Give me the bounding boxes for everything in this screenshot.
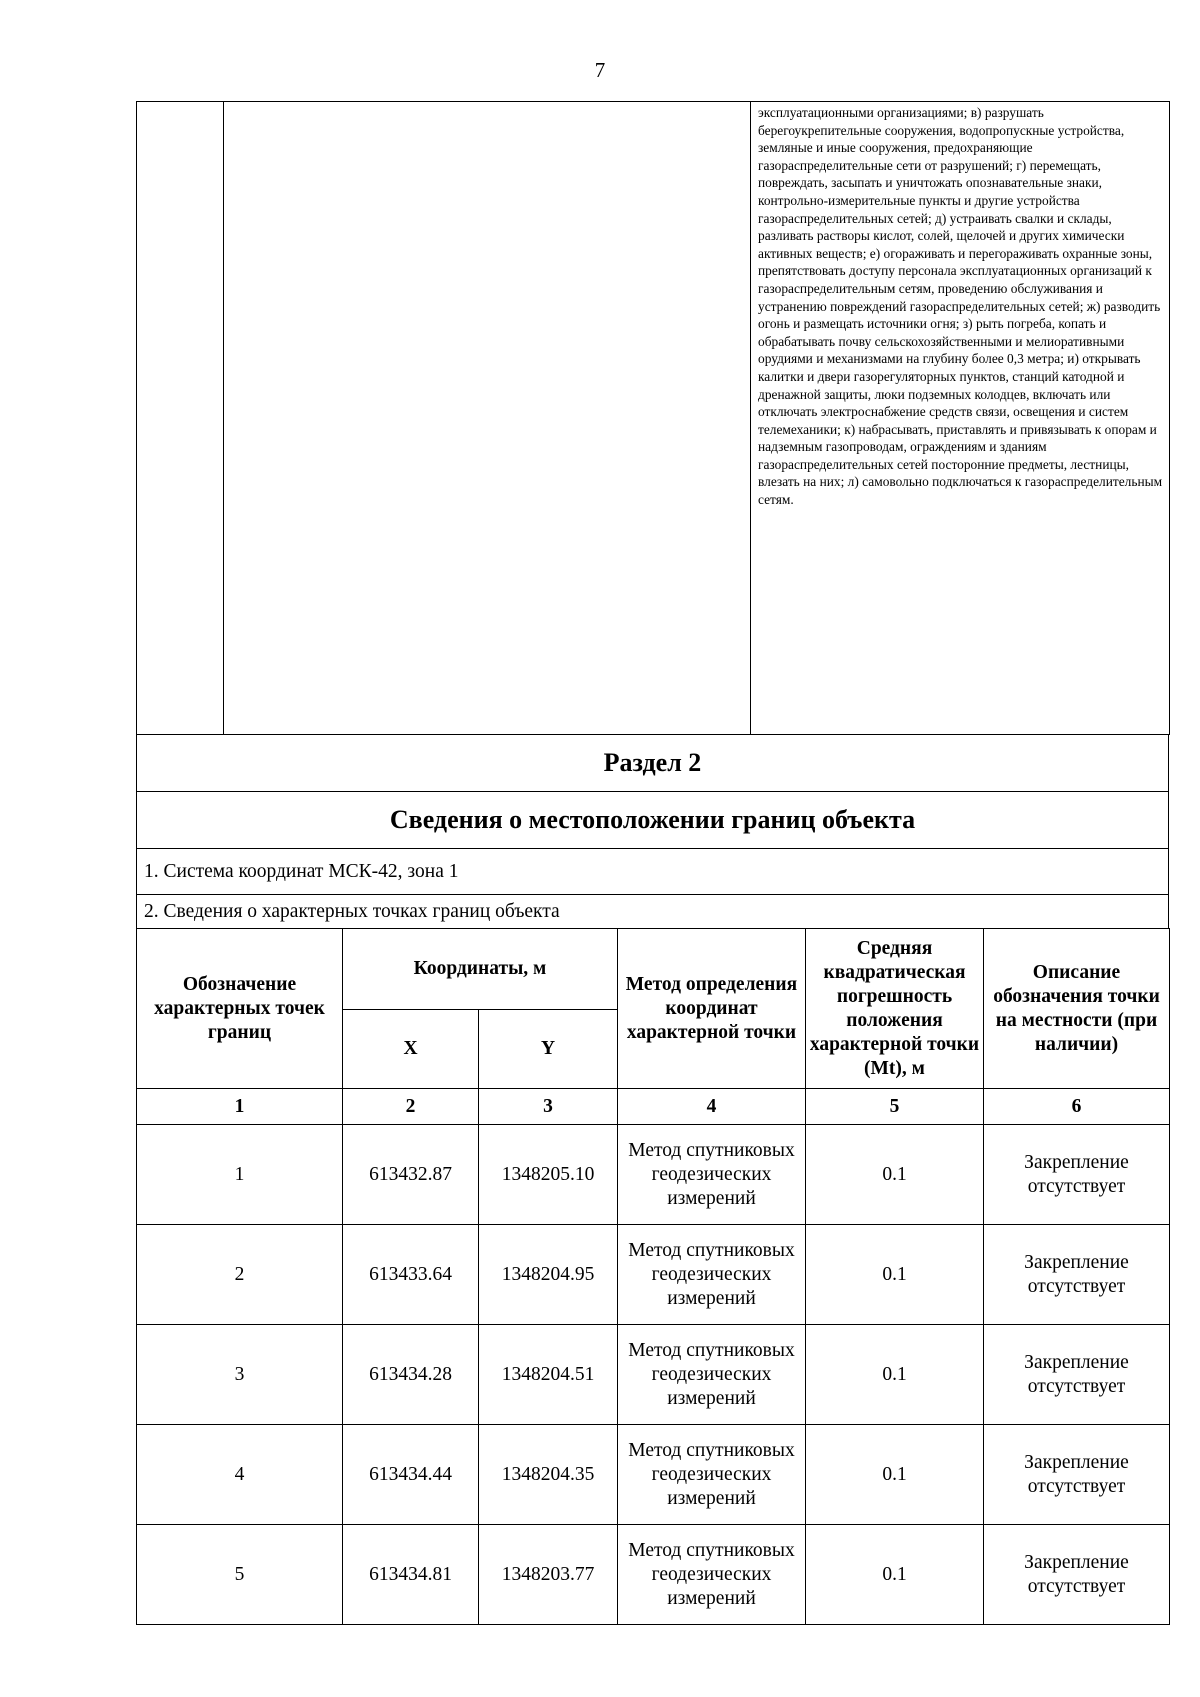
point-method: Метод спутниковых геодезических измерений	[618, 1125, 806, 1225]
restrictions-row	[137, 102, 1170, 735]
column-number: 1	[137, 1089, 343, 1125]
header-description: Описание обозначения точки на местности (при наличии)	[984, 929, 1170, 1089]
point-error: 0.1	[806, 1525, 984, 1625]
column-number: 2	[343, 1089, 479, 1125]
header-designation: Обозначение характерных точек границ	[137, 929, 343, 1089]
restrictions-table	[136, 101, 1170, 735]
restrictions-zone-cell	[224, 102, 751, 735]
column-number: 3	[479, 1089, 618, 1125]
header-method: Метод определения координат характерной точки	[618, 929, 806, 1089]
coord-system-line: 1. Система координат МСК-42, зона 1	[137, 849, 1169, 895]
header-row	[137, 929, 1170, 1010]
point-error: 0.1	[806, 1125, 984, 1225]
point-x: 613433.64	[343, 1225, 479, 1325]
point-description: Закрепление отсутствует	[984, 1525, 1170, 1625]
section-header-table	[136, 734, 1169, 929]
point-id: 1	[137, 1125, 343, 1225]
column-number-row	[137, 1089, 1170, 1125]
section-subtitle: Сведения о местоположении границ объекта	[137, 792, 1169, 849]
point-method: Метод спутниковых геодезических измерений	[618, 1525, 806, 1625]
point-id: 4	[137, 1425, 343, 1525]
header-coords: Координаты, м	[343, 929, 618, 1010]
point-id: 3	[137, 1325, 343, 1425]
point-x: 613434.28	[343, 1325, 479, 1425]
point-error: 0.1	[806, 1325, 984, 1425]
point-y: 1348204.51	[479, 1325, 618, 1425]
point-method: Метод спутниковых геодезических измерений	[618, 1325, 806, 1425]
points-caption: 2. Сведения о характерных точках границ объекта	[137, 895, 1169, 929]
point-method: Метод спутниковых геодезических измерений	[618, 1225, 806, 1325]
point-y: 1348204.35	[479, 1425, 618, 1525]
column-number: 4	[618, 1089, 806, 1125]
point-x: 613434.81	[343, 1525, 479, 1625]
table-row	[137, 1325, 1170, 1425]
section-title: Раздел 2	[137, 735, 1169, 792]
point-x: 613434.44	[343, 1425, 479, 1525]
page-number: 7	[594, 58, 606, 82]
point-description: Закрепление отсутствует	[984, 1425, 1170, 1525]
point-error: 0.1	[806, 1225, 984, 1325]
point-y: 1348205.10	[479, 1125, 618, 1225]
header-y: Y	[479, 1010, 618, 1089]
point-method: Метод спутниковых геодезических измерений	[618, 1425, 806, 1525]
restrictions-text: эксплуатационными организациями; в) разрушать берегоукрепительные сооружения, водопропускные устройства, земляные и иные сооружения, предохраняющие газораспределительные сети от разрушений; г) перемещать, повреждать, засыпать и уничтожать опознавательные знаки, контрольно-измерительные пункты и другие устройства газораспределительных сетей; д) устраивать свалки и склады, разливать растворы кислот, солей, щелочей и других химически активных веществ; е) огораживать и перегораживать охранные зоны, препятствовать доступу персонала эксплуатационных организаций к газораспределительным сетям, проведению обслуживания и устранению повреждений газораспределительных сетей; ж) разводить огонь и размещать источники огня; з) рыть погреба, копать и обрабатывать почву сельскохозяйственными и мелиоративными орудиями и механизмами на глубину более 0,3 метра; и) открывать калитки и двери газорегуляторных пунктов, станций катодной и дренажной защиты, люки подземных колодцев, включать или отключать электроснабжение средств связи, освещения и систем телемеханики; к) набрасывать, приставлять и привязывать к опорам и надземным газопроводам, ограждениям и зданиям газораспределительных сетей посторонние предметы, лестницы, влезать на них; л) самовольно подключаться к газораспределительным сетям.	[758, 105, 1163, 508]
header-x: X	[343, 1010, 479, 1089]
point-description: Закрепление отсутствует	[984, 1225, 1170, 1325]
point-x: 613432.87	[343, 1125, 479, 1225]
point-error: 0.1	[806, 1425, 984, 1525]
table-row	[137, 1225, 1170, 1325]
table-row	[137, 1525, 1170, 1625]
restrictions-number-cell	[137, 102, 224, 735]
column-number: 6	[984, 1089, 1170, 1125]
point-y: 1348204.95	[479, 1225, 618, 1325]
point-id: 2	[137, 1225, 343, 1325]
column-number: 5	[806, 1089, 984, 1125]
points-table	[136, 928, 1170, 1625]
point-description: Закрепление отсутствует	[984, 1125, 1170, 1225]
header-error: Средняя квадратическая погрешность положения характерной точки (Mt), м	[806, 929, 984, 1089]
point-y: 1348203.77	[479, 1525, 618, 1625]
table-row	[137, 1125, 1170, 1225]
table-row	[137, 1425, 1170, 1525]
restrictions-text-cell	[751, 102, 1170, 735]
point-id: 5	[137, 1525, 343, 1625]
point-description: Закрепление отсутствует	[984, 1325, 1170, 1425]
